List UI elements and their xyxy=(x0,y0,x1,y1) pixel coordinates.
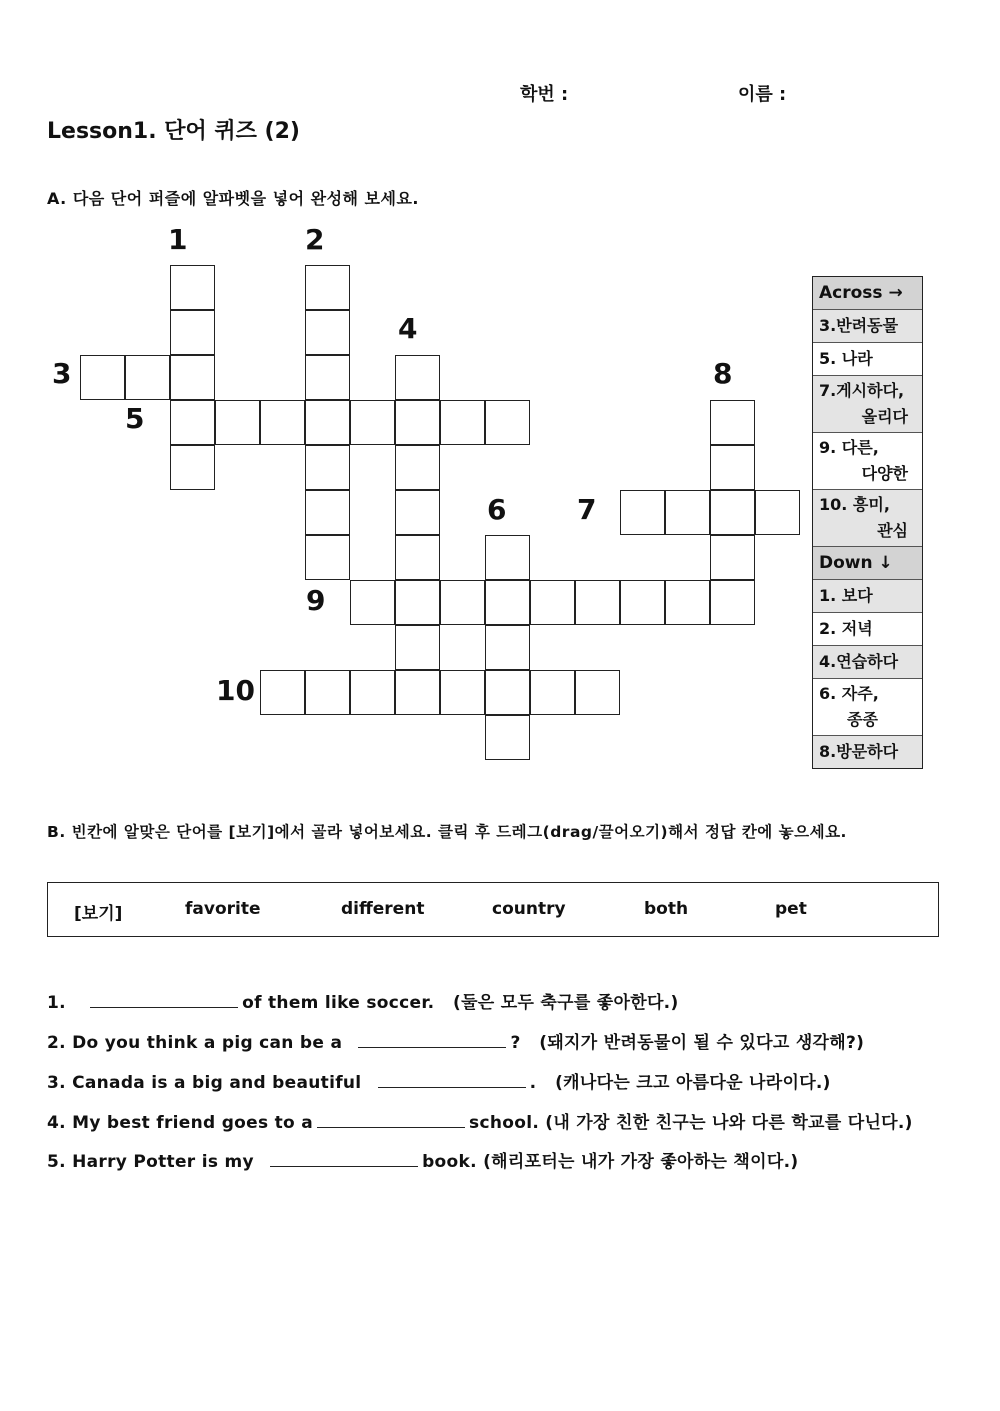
section-a-instruction: A. 다음 단어 퍼즐에 알파벳을 넣어 완성해 보세요. xyxy=(47,189,419,208)
crossword-cell-input[interactable] xyxy=(711,446,754,489)
crossword-cell[interactable] xyxy=(575,580,620,625)
clue-number-4: 4 xyxy=(398,312,418,345)
word-bank-item[interactable]: pet xyxy=(775,899,807,919)
clue-number-6: 6 xyxy=(487,493,507,526)
crossword-cell[interactable] xyxy=(485,400,530,445)
clue-number-5: 5 xyxy=(125,402,145,435)
crossword-cell-input[interactable] xyxy=(306,671,349,714)
sentence-2: 2. Do you think a pig can be a ? (돼지가 반려동물이 될 수 있다고 생각해?) xyxy=(47,1028,864,1053)
crossword-cell-input[interactable] xyxy=(171,266,214,309)
clue-number-8: 8 xyxy=(713,357,733,390)
answer-blank[interactable] xyxy=(270,1148,418,1167)
clue-box xyxy=(812,276,923,769)
crossword-cell-input[interactable] xyxy=(306,536,349,579)
crossword-cell[interactable] xyxy=(620,490,665,535)
page-title: Lesson1. 단어 퀴즈 (2) xyxy=(47,119,300,144)
crossword-cell[interactable] xyxy=(215,400,260,445)
answer-blank[interactable] xyxy=(378,1069,526,1088)
sentence-1: 1. of them like soccer. (둘은 모두 축구를 좋아한다.) xyxy=(47,988,679,1013)
crossword-cell[interactable] xyxy=(170,355,215,400)
crossword-cell[interactable] xyxy=(440,400,485,445)
crossword-cell-input[interactable] xyxy=(486,716,529,759)
word-bank xyxy=(47,882,939,937)
down-clue-2: 2. 저녁 xyxy=(813,612,922,645)
crossword-cell[interactable] xyxy=(170,265,215,310)
crossword-cell[interactable] xyxy=(485,625,530,670)
across-clue-7: 7.게시하다, 올리다 xyxy=(813,375,922,432)
crossword-cell[interactable] xyxy=(350,670,395,715)
crossword-cell[interactable] xyxy=(260,670,305,715)
across-header: Across → xyxy=(813,277,922,309)
down-header: Down ↓ xyxy=(813,546,922,579)
crossword-cell-input[interactable] xyxy=(666,581,709,624)
down-clue-8: 8.방문하다 xyxy=(813,735,922,768)
crossword-cell[interactable] xyxy=(485,715,530,760)
down-clue-4: 4.연습하다 xyxy=(813,645,922,678)
crossword-cell-input[interactable] xyxy=(486,581,529,624)
crossword-cell[interactable] xyxy=(80,355,125,400)
word-bank-item[interactable]: country xyxy=(492,899,566,919)
crossword-cell[interactable] xyxy=(125,355,170,400)
across-clue-5: 5. 나라 xyxy=(813,342,922,375)
crossword-cell-input[interactable] xyxy=(711,536,754,579)
crossword-cell-input[interactable] xyxy=(396,581,439,624)
crossword-cell[interactable] xyxy=(665,580,710,625)
clue-number-3: 3 xyxy=(52,357,72,390)
across-clue-10: 10. 흥미, 관심 xyxy=(813,489,922,546)
crossword-cell-input[interactable] xyxy=(486,671,529,714)
crossword-cell[interactable] xyxy=(305,310,350,355)
answer-blank[interactable] xyxy=(358,1029,506,1048)
crossword-cell-input[interactable] xyxy=(171,311,214,354)
word-bank-item[interactable]: favorite xyxy=(185,899,261,919)
crossword-cell-input[interactable] xyxy=(216,401,259,444)
crossword-cell-input[interactable] xyxy=(441,671,484,714)
crossword-cell-input[interactable] xyxy=(711,581,754,624)
crossword-cell-input[interactable] xyxy=(486,626,529,669)
sentence-4: 4. My best friend goes to a school. (내 가장 친한 친구는 나와 다른 학교를 다닌다.) xyxy=(47,1108,913,1133)
crossword-cell[interactable] xyxy=(530,670,575,715)
across-clue-3: 3.반려동물 xyxy=(813,309,922,342)
crossword-cell[interactable] xyxy=(395,535,440,580)
crossword-cell[interactable] xyxy=(710,400,755,445)
crossword-cell[interactable] xyxy=(395,355,440,400)
crossword-cell-input[interactable] xyxy=(441,581,484,624)
crossword-cell[interactable] xyxy=(305,265,350,310)
crossword-cell-input[interactable] xyxy=(171,401,214,444)
crossword-cell[interactable] xyxy=(710,535,755,580)
crossword-cell-input[interactable] xyxy=(306,491,349,534)
crossword-cell-input[interactable] xyxy=(666,491,709,534)
crossword-cell[interactable] xyxy=(170,400,215,445)
crossword-cell[interactable] xyxy=(710,580,755,625)
crossword-cell[interactable] xyxy=(395,490,440,535)
crossword-cell-input[interactable] xyxy=(756,491,799,534)
crossword-cell-input[interactable] xyxy=(306,401,349,444)
clue-number-2: 2 xyxy=(305,223,325,256)
down-clue-1: 1. 보다 xyxy=(813,579,922,612)
crossword-cell[interactable] xyxy=(305,535,350,580)
word-bank-label: [보기] xyxy=(74,904,123,924)
crossword-cell-input[interactable] xyxy=(396,356,439,399)
crossword-cell-input[interactable] xyxy=(486,536,529,579)
crossword-cell-input[interactable] xyxy=(396,446,439,489)
crossword-cell-input[interactable] xyxy=(171,446,214,489)
crossword-cell-input[interactable] xyxy=(486,401,529,444)
crossword-cell-input[interactable] xyxy=(306,446,349,489)
answer-blank[interactable] xyxy=(90,989,238,1008)
sentence-5: 5. Harry Potter is my book. (해리포터는 내가 가장 좋아하는 책이다.) xyxy=(47,1147,798,1172)
crossword-cell[interactable] xyxy=(485,670,530,715)
crossword-cell-input[interactable] xyxy=(396,536,439,579)
crossword-cell[interactable] xyxy=(305,670,350,715)
clue-number-9: 9 xyxy=(306,584,326,617)
crossword-cell[interactable] xyxy=(395,625,440,670)
name-label: 이름 : xyxy=(738,84,787,105)
crossword-cell[interactable] xyxy=(260,400,305,445)
crossword-cell-input[interactable] xyxy=(396,401,439,444)
crossword-cell[interactable] xyxy=(395,400,440,445)
crossword-cell[interactable] xyxy=(575,670,620,715)
crossword-cell-input[interactable] xyxy=(351,581,394,624)
crossword-cell-input[interactable] xyxy=(576,671,619,714)
crossword-cell-input[interactable] xyxy=(441,401,484,444)
crossword-cell[interactable] xyxy=(305,445,350,490)
crossword-cell-input[interactable] xyxy=(171,356,214,399)
crossword-cell[interactable] xyxy=(440,580,485,625)
crossword-cell[interactable] xyxy=(305,490,350,535)
crossword-cell[interactable] xyxy=(710,490,755,535)
across-clue-9: 9. 다른, 다양한 xyxy=(813,432,922,489)
crossword-cell-input[interactable] xyxy=(351,401,394,444)
sentence-3: 3. Canada is a big and beautiful . (캐나다는 크고 아름다운 나라이다.) xyxy=(47,1068,831,1093)
crossword-cell-input[interactable] xyxy=(306,311,349,354)
crossword-cell[interactable] xyxy=(395,580,440,625)
crossword-cell[interactable] xyxy=(440,670,485,715)
crossword-cell-input[interactable] xyxy=(531,581,574,624)
crossword-cell[interactable] xyxy=(395,445,440,490)
crossword-cell[interactable] xyxy=(485,580,530,625)
crossword-cell-input[interactable] xyxy=(261,671,304,714)
down-clue-6: 6. 자주, 종종 xyxy=(813,678,922,735)
crossword-cell-input[interactable] xyxy=(576,581,619,624)
word-bank-item[interactable]: both xyxy=(644,899,689,919)
word-bank-item[interactable]: different xyxy=(341,899,425,919)
crossword-cell[interactable] xyxy=(710,445,755,490)
clue-number-1: 1 xyxy=(168,223,188,256)
crossword-cell[interactable] xyxy=(620,580,665,625)
crossword-cell-input[interactable] xyxy=(396,626,439,669)
crossword-cell-input[interactable] xyxy=(531,671,574,714)
crossword-cell-input[interactable] xyxy=(126,356,169,399)
crossword-cell[interactable] xyxy=(305,400,350,445)
crossword-cell[interactable] xyxy=(395,670,440,715)
answer-blank[interactable] xyxy=(317,1109,465,1128)
student-id-label: 학번 : xyxy=(520,84,569,105)
crossword-cell-input[interactable] xyxy=(306,266,349,309)
crossword-cell-input[interactable] xyxy=(396,491,439,534)
clue-number-7: 7 xyxy=(577,493,597,526)
crossword-cell-input[interactable] xyxy=(711,401,754,444)
crossword-cell[interactable] xyxy=(755,490,800,535)
crossword-cell-input[interactable] xyxy=(81,356,124,399)
clue-number-10: 10 xyxy=(216,674,255,707)
crossword-cell-input[interactable] xyxy=(621,491,664,534)
crossword-cell-input[interactable] xyxy=(351,671,394,714)
crossword-cell[interactable] xyxy=(305,355,350,400)
crossword-cell-input[interactable] xyxy=(261,401,304,444)
crossword-cell[interactable] xyxy=(530,580,575,625)
crossword-cell[interactable] xyxy=(665,490,710,535)
crossword-cell[interactable] xyxy=(350,580,395,625)
crossword-cell-input[interactable] xyxy=(306,356,349,399)
crossword-cell[interactable] xyxy=(170,445,215,490)
crossword-cell[interactable] xyxy=(485,535,530,580)
section-b-instruction: B. 빈칸에 알맞은 단어를 [보기]에서 골라 넣어보세요. 클릭 후 드레그(drag/끌어오기)해서 정답 칸에 놓으세요. xyxy=(47,823,847,841)
crossword-cell-input[interactable] xyxy=(711,491,754,534)
crossword-cell-input[interactable] xyxy=(621,581,664,624)
crossword-cell[interactable] xyxy=(350,400,395,445)
crossword-cell[interactable] xyxy=(170,310,215,355)
crossword-cell-input[interactable] xyxy=(396,671,439,714)
